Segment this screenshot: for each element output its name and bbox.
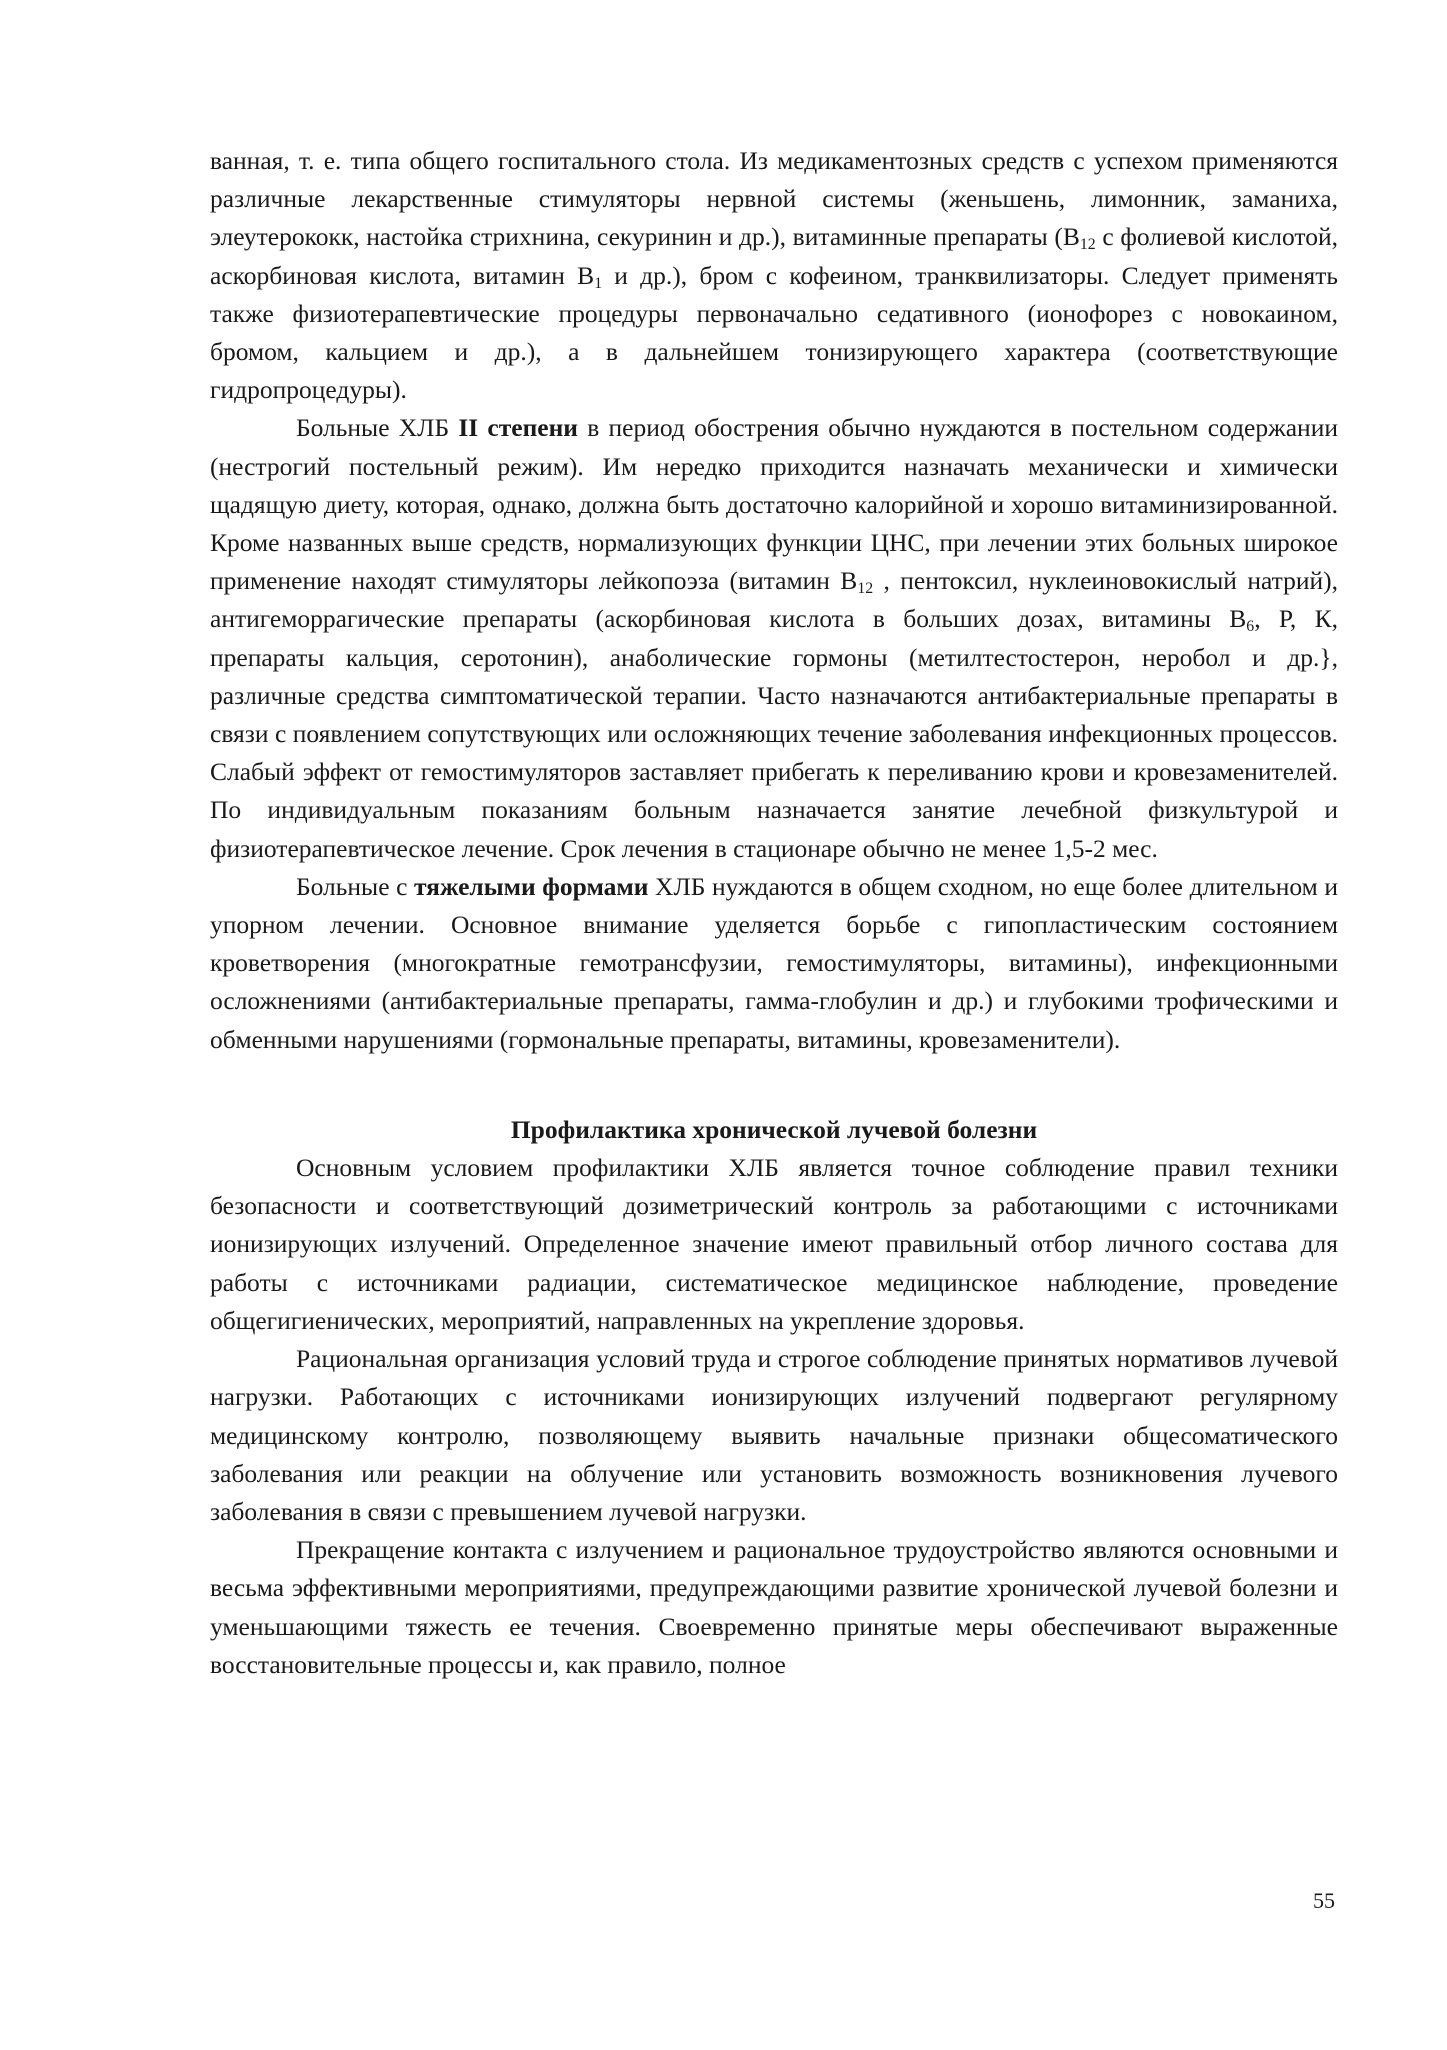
bold-text: II степени — [458, 413, 578, 443]
section-title: Профилактика хронической лучевой болезни — [510, 1114, 1038, 1144]
paragraph-p1 — [210, 142, 1338, 409]
text-run: ХЛБ нуждаются в общем сходном, но еще более длительном и упорном лечении. Основное внимание уделяется борьбе с гипопластическим состоянием кроветворения (многократные гемотрансфузии, гемостимуляторы, витамины), инфекционными осложнениями (антибактериальные препараты, гамма-глобулин и др.) и глубокими трофическими и обменными нарушениями (гормональные препараты, витамины, кровезаменители). — [210, 871, 1338, 1054]
text-run: Больные с — [296, 871, 414, 901]
text-run: , Р, К, препараты кальция, серотонин), анаболические гормоны (метилтестостерон, неробол и др.}, различные средства симптоматической терапии. Часто назначаются антибактериальные препараты в связи с появлением сопутствующих или осложняющих течение заболевания инфекционных процессов. Слабый эффект от гемостимуляторов заставляет прибегать к переливанию крови и кровезаменителей. По индивидуальным показаниям больным назначается занятие лечебной физкультурой и физиотерапевтическое лечение. Срок лечения в стационаре обычно не менее 1,5-2 мес. — [210, 604, 1338, 863]
page-number: 55 — [1313, 1888, 1335, 1913]
paragraph-s1 — [210, 1149, 1338, 1340]
paragraph-s2 — [210, 1340, 1338, 1531]
text-run: и др.), бром с кофеином, транквилизаторы. Следует применять также физиотерапевтические процедуры первоначально седативного (ионофорез с новокаином, бромом, кальцием и др.), а в дальнейшем тонизирующего характера (соответствующие гидропроцедуры). — [210, 260, 1338, 405]
text-run: Основным условием профилактики ХЛБ является точное соблюдение правил техники безопасности и соответствующий дозиметрический контроль за работающими с источниками ионизирующих излучений. Определенное значение имеют правильный отбор личного состава для работы с источниками радиации, систематическое медицинское наблюдение, проведение общегигиенических, мероприятий, направленных на укрепление здоровья. — [210, 1153, 1338, 1335]
treatment-text — [210, 142, 1338, 1059]
paragraph-p2 — [210, 409, 1338, 867]
subscript: 12 — [1079, 236, 1096, 254]
text-run: с фолиевой кислотой, аскорбиновая кислота, витамин В — [210, 222, 1338, 290]
bold-text: тяжелыми формами — [413, 871, 649, 901]
subscript: 12 — [857, 580, 874, 598]
text-run: Больные ХЛБ — [296, 413, 459, 443]
prevention-text — [210, 1149, 1338, 1684]
page-body — [210, 142, 1338, 1684]
paragraph-p3 — [210, 868, 1338, 1059]
text-run: Прекращение контакта с излучением и рациональное трудоустройство являются основными и весьма эффективными мероприятиями, предупреждающими развитие хронической лучевой болезни и уменьшающими тяжесть ее течения. Своевременно принятые меры обеспечивают выраженные восстановительные процессы и, как правило, полное — [210, 1535, 1338, 1679]
subscript: 1 — [594, 274, 603, 292]
text-run: , пентоксил, нуклеиновокислый натрий), антигеморрагические препараты (аскорбиновая кислота в больших дозах, витамины В — [210, 566, 1338, 634]
text-run: в период обострения обычно нуждаются в постельном содержании (нестрогий постельный режим). Им нередко приходится назначать механически и химически щадящую диету, которая, однако, должна быть достаточно калорийной и хорошо витаминизированной. Кроме названных выше средств, нормализующих функции ЦНС, при лечении этих больных широкое применение находят стимуляторы лейкопоэза (витамин В — [210, 413, 1338, 596]
text-run: Рациональная организация условий труда и строгое соблюдение принятых нормативов лучевой нагрузки. Работающих с источниками ионизирующих излучений подвергают регулярному медицинскому контролю, позволяющему выявить начальные признаки общесоматического заболевания или реакции на облучение или установить возможность возникновения лучевого заболевания в связи с превышением лучевой нагрузки. — [210, 1344, 1338, 1526]
text-run: ванная, т. е. типа общего госпитального стола. Из медикаментозных средств с успехом применяются различные лекарственные стимуляторы нервной системы (женьшень, лимонник, заманиха, элеутерококк, настойка стрихнина, секуринин и др.), витаминные препараты (В — [210, 146, 1338, 252]
paragraph-s3 — [210, 1531, 1338, 1684]
subscript: 6 — [1246, 618, 1255, 636]
